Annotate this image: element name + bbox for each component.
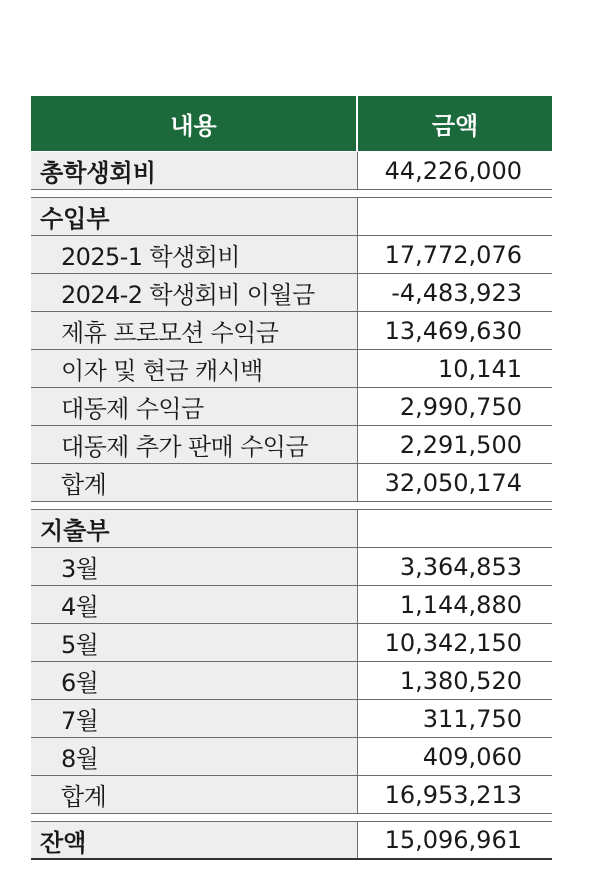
table-row (31, 548, 552, 586)
total-fee-row (31, 152, 552, 190)
table-row (31, 426, 552, 464)
total-fee-value: 44,226,000 (384, 156, 522, 185)
row-label: 2025-1 학생회비 (31, 236, 358, 273)
row-label: 2024-2 학생회비 이월금 (31, 274, 358, 311)
table-row (31, 236, 552, 274)
section-spacer (31, 502, 552, 510)
income-total-row (31, 464, 552, 502)
row-label: 7월 (31, 700, 358, 737)
row-value: 10,342,150 (384, 628, 522, 657)
header-content-label: 내용 (170, 112, 217, 140)
row-value: -4,483,923 (391, 278, 522, 307)
section-spacer (31, 190, 552, 198)
row-value: 10,141 (438, 354, 522, 383)
balance-value: 15,096,961 (384, 826, 522, 854)
table-row (31, 586, 552, 624)
income-section-header (31, 198, 552, 236)
row-value: 311,750 (422, 704, 522, 733)
expense-section-empty (358, 510, 552, 547)
header-cell-amount (358, 96, 552, 151)
table-row (31, 312, 552, 350)
balance-label: 잔액 (31, 822, 358, 858)
header-amount-label: 금액 (431, 112, 479, 140)
table-row (31, 624, 552, 662)
row-label: 8월 (31, 738, 358, 775)
table-row (31, 388, 552, 426)
row-label: 합계 (31, 464, 358, 501)
row-value: 17,772,076 (384, 240, 522, 269)
row-label: 대동제 추가 판매 수익금 (31, 426, 358, 463)
row-value: 1,380,520 (399, 666, 522, 695)
table-row (31, 274, 552, 312)
row-value: 3,364,853 (399, 552, 522, 581)
total-fee-label: 총학생회비 (31, 152, 358, 189)
budget-table (31, 96, 552, 860)
row-value: 13,469,630 (384, 316, 522, 345)
row-label: 이자 및 현금 캐시백 (31, 350, 358, 387)
header-cell-content (31, 96, 358, 151)
income-section-empty (358, 198, 552, 235)
row-value: 409,060 (422, 742, 522, 771)
expense-section-title: 지출부 (31, 510, 358, 547)
row-label: 5월 (31, 624, 358, 661)
row-label: 제휴 프로모션 수익금 (31, 312, 358, 349)
row-value: 16,953,213 (384, 780, 522, 809)
income-section-title: 수입부 (31, 198, 358, 235)
row-value: 32,050,174 (384, 468, 522, 497)
section-spacer (31, 814, 552, 822)
row-value: 2,291,500 (399, 430, 522, 459)
row-value: 2,990,750 (399, 392, 522, 421)
row-label: 대동제 수익금 (31, 388, 358, 425)
expense-total-row (31, 776, 552, 814)
balance-row (31, 822, 552, 860)
row-label: 3월 (31, 548, 358, 585)
table-row (31, 738, 552, 776)
table-row (31, 350, 552, 388)
row-label: 6월 (31, 662, 358, 699)
row-label: 4월 (31, 586, 358, 623)
row-label: 합계 (31, 776, 358, 813)
table-header (31, 96, 552, 152)
table-row (31, 662, 552, 700)
table-row (31, 700, 552, 738)
row-value: 1,144,880 (399, 590, 522, 619)
expense-section-header (31, 510, 552, 548)
